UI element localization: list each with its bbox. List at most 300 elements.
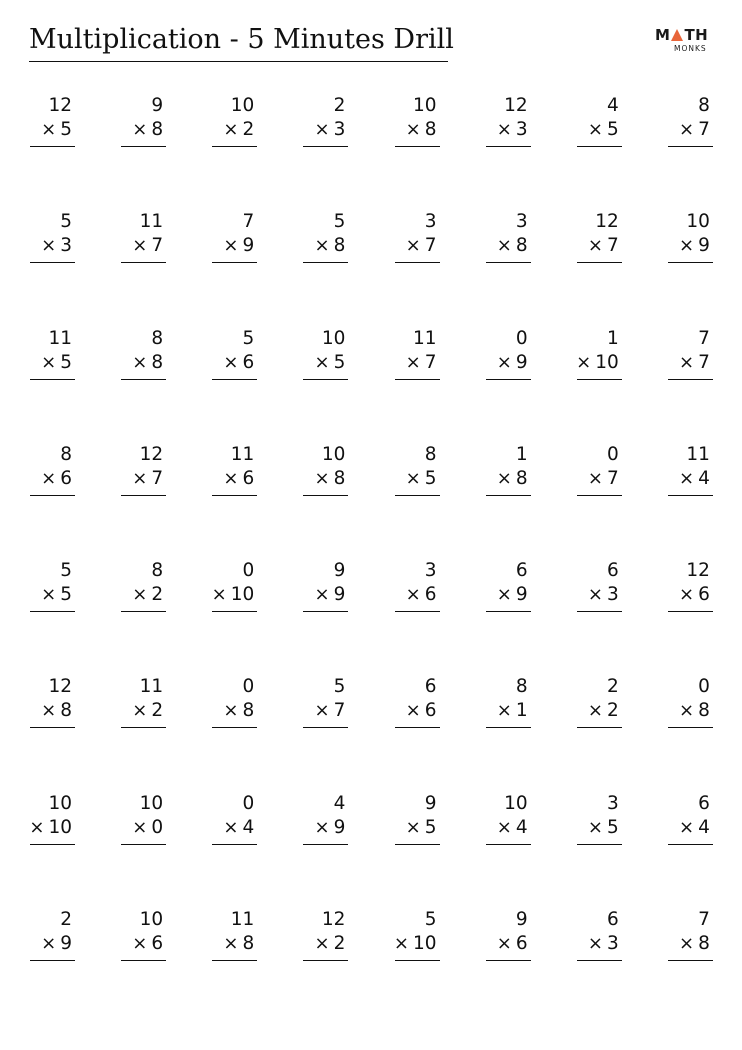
answer-line [668, 379, 713, 380]
times-sign: × [679, 235, 695, 257]
multiplier: 10 [230, 584, 255, 606]
times-sign: × [132, 700, 148, 722]
multiplier-row [577, 583, 622, 607]
times-sign: × [679, 119, 695, 140]
answer-line [577, 262, 622, 263]
problem-card [668, 327, 713, 382]
answer-line [395, 727, 440, 728]
answer-line [668, 611, 713, 612]
multiplier-row [668, 234, 713, 258]
times-sign: × [314, 584, 330, 606]
times-sign: × [41, 933, 57, 955]
multiplicand: 12 [321, 909, 346, 931]
times-sign: × [223, 351, 239, 373]
multiplicand: 4 [333, 792, 346, 814]
answer-line [668, 960, 713, 961]
answer-line [121, 262, 166, 263]
problem-card [668, 443, 713, 498]
multiplier: 8 [242, 933, 255, 955]
multiplicand: 3 [424, 560, 437, 582]
multiplier-row [212, 816, 257, 840]
multiplicand: 0 [242, 676, 255, 698]
multiplier: 8 [60, 700, 72, 722]
times-sign: × [132, 816, 148, 838]
answer-line [577, 727, 622, 728]
multiplicand: 12 [595, 211, 619, 233]
multiplicand: 2 [60, 909, 72, 931]
multiplier-row [30, 583, 75, 607]
multiplier: 7 [424, 351, 437, 373]
multiplier-row [30, 351, 75, 375]
multiplier: 5 [424, 467, 437, 489]
problem-card [577, 210, 622, 265]
multiplier-row [577, 816, 622, 840]
multiplier: 8 [333, 467, 346, 489]
problem-card [486, 443, 531, 498]
problem-card [212, 443, 257, 498]
answer-line [486, 611, 531, 612]
answer-line [577, 495, 622, 496]
multiplier: 4 [242, 816, 255, 838]
answer-line [30, 727, 75, 728]
problem-card [121, 559, 166, 614]
multiplier: 8 [698, 933, 710, 955]
multiplicand: 5 [60, 211, 72, 233]
answer-line [395, 146, 440, 147]
answer-line [212, 727, 257, 728]
multiplier-row [303, 467, 348, 491]
problem-card [121, 327, 166, 382]
multiplicand: 10 [412, 95, 437, 116]
multiplicand: 0 [698, 676, 710, 698]
problem-card [577, 559, 622, 614]
times-sign: × [41, 467, 57, 489]
multiplier-row [121, 932, 166, 956]
answer-line [486, 379, 531, 380]
multiplier-row [577, 932, 622, 956]
multiplier-row [395, 583, 440, 607]
times-sign: × [587, 119, 603, 140]
problem-card [577, 675, 622, 730]
multiplier: 6 [698, 584, 710, 606]
logo-text-right: TH [684, 26, 709, 44]
answer-line [303, 611, 348, 612]
multiplicand: 6 [515, 560, 528, 582]
answer-line [121, 844, 166, 845]
multiplier: 8 [242, 700, 255, 722]
problem-card [303, 792, 348, 847]
times-sign: × [587, 235, 603, 257]
answer-line [121, 495, 166, 496]
multiplicand: 11 [686, 443, 710, 465]
multiplicand: 12 [48, 676, 72, 698]
problem-card [668, 908, 713, 963]
multiplier-row [668, 816, 713, 840]
multiplicand: 0 [242, 560, 255, 582]
multiplicand: 8 [60, 443, 72, 465]
multiplier: 5 [606, 816, 619, 838]
multiplicand: 9 [515, 909, 528, 931]
multiplier: 3 [606, 933, 619, 955]
problem-card [303, 675, 348, 730]
multiplier-row [121, 467, 166, 491]
answer-line [303, 146, 348, 147]
problem-card [212, 94, 257, 149]
times-sign: × [576, 351, 592, 373]
multiplier: 6 [242, 351, 255, 373]
times-sign: × [41, 119, 57, 140]
multiplicand: 10 [139, 909, 164, 931]
multiplier: 7 [151, 235, 164, 257]
multiplier-row [668, 118, 713, 142]
problem-card [212, 792, 257, 847]
times-sign: × [405, 700, 421, 722]
answer-line [395, 844, 440, 845]
multiplier: 3 [60, 235, 72, 257]
multiplicand: 9 [151, 95, 164, 116]
multiplier: 10 [412, 933, 437, 955]
multiplier-row [30, 699, 75, 723]
times-sign: × [314, 700, 330, 722]
times-sign: × [314, 119, 330, 140]
multiplier-row [577, 234, 622, 258]
times-sign: × [587, 816, 603, 838]
multiplicand: 11 [230, 909, 255, 931]
answer-line [395, 495, 440, 496]
problem-card [395, 327, 440, 382]
answer-line [577, 611, 622, 612]
multiplier-row [577, 351, 622, 375]
multiplicand: 8 [424, 443, 437, 465]
multiplicand: 10 [321, 327, 346, 349]
multiplicand: 5 [333, 676, 346, 698]
multiplicand: 6 [606, 560, 619, 582]
problem-card [303, 210, 348, 265]
times-sign: × [132, 235, 148, 257]
times-sign: × [211, 584, 227, 606]
times-sign: × [223, 119, 239, 140]
multiplier-row [486, 932, 531, 956]
multiplier-row [486, 351, 531, 375]
multiplicand: 5 [242, 327, 255, 349]
logo-text-left: M [655, 26, 671, 44]
answer-line [486, 844, 531, 845]
times-sign: × [405, 584, 421, 606]
problem-card [577, 908, 622, 963]
multiplicand: 11 [139, 676, 164, 698]
problem-card [395, 94, 440, 149]
answer-line [30, 379, 75, 380]
answer-line [212, 611, 257, 612]
multiplier: 9 [242, 235, 255, 257]
title-underline [29, 61, 448, 62]
multiplier: 6 [151, 933, 164, 955]
problem-card [303, 443, 348, 498]
multiplicand: 12 [686, 560, 710, 582]
multiplier: 2 [151, 700, 164, 722]
times-sign: × [41, 351, 57, 373]
problem-card [30, 792, 75, 847]
multiplicand: 2 [333, 95, 346, 116]
problem-card [668, 210, 713, 265]
multiplicand: 4 [606, 95, 619, 116]
logo-subtext: MONKS [674, 44, 707, 53]
answer-line [395, 611, 440, 612]
times-sign: × [393, 933, 409, 955]
times-sign: × [314, 351, 330, 373]
multiplier: 8 [698, 700, 710, 722]
answer-line [212, 379, 257, 380]
problem-card [395, 443, 440, 498]
multiplier-row [486, 699, 531, 723]
multiplicand: 3 [424, 211, 437, 233]
multiplier-row [212, 932, 257, 956]
multiplicand: 1 [606, 327, 619, 349]
problem-card [212, 210, 257, 265]
problem-card [577, 94, 622, 149]
multiplier-row [212, 583, 257, 607]
problem-card [303, 94, 348, 149]
multiplier-row [486, 118, 531, 142]
times-sign: × [405, 467, 421, 489]
multiplier: 2 [606, 700, 619, 722]
answer-line [486, 146, 531, 147]
problem-card [668, 559, 713, 614]
multiplicand: 0 [242, 792, 255, 814]
times-sign: × [29, 816, 45, 838]
multiplicand: 11 [139, 211, 164, 233]
answer-line [577, 844, 622, 845]
times-sign: × [496, 700, 512, 722]
multiplier: 9 [698, 235, 710, 257]
problem-card [30, 908, 75, 963]
multiplicand: 11 [412, 327, 437, 349]
answer-line [212, 960, 257, 961]
multiplier-row [486, 816, 531, 840]
times-sign: × [405, 816, 421, 838]
answer-line [395, 379, 440, 380]
answer-line [212, 844, 257, 845]
answer-line [303, 495, 348, 496]
problem-card [212, 327, 257, 382]
multiplier: 7 [424, 235, 437, 257]
answer-line [30, 844, 75, 845]
answer-line [212, 146, 257, 147]
problem-card [486, 559, 531, 614]
multiplier-row [395, 234, 440, 258]
multiplicand: 5 [424, 909, 437, 931]
multiplier: 3 [515, 119, 528, 140]
multiplier-row [395, 816, 440, 840]
problem-card [395, 792, 440, 847]
multiplier-row [30, 932, 75, 956]
times-sign: × [132, 933, 148, 955]
multiplier-row [303, 583, 348, 607]
multiplier: 9 [515, 584, 528, 606]
logo-wordmark [655, 27, 715, 43]
multiplicand: 12 [139, 443, 164, 465]
multiplier-row [395, 351, 440, 375]
multiplicand: 9 [424, 792, 437, 814]
answer-line [212, 495, 257, 496]
multiplier-row [303, 932, 348, 956]
multiplier: 6 [60, 467, 72, 489]
problem-card [30, 559, 75, 614]
multiplier: 10 [595, 351, 619, 373]
multiplicand: 10 [686, 211, 710, 233]
problem-card [486, 327, 531, 382]
multiplier: 0 [151, 816, 164, 838]
multiplicand: 1 [515, 443, 528, 465]
multiplicand: 8 [151, 327, 164, 349]
multiplier-row [668, 351, 713, 375]
times-sign: × [587, 584, 603, 606]
page-title: Multiplication - 5 Minutes Drill [29, 24, 454, 55]
times-sign: × [587, 933, 603, 955]
problem-card [303, 559, 348, 614]
answer-line [577, 960, 622, 961]
multiplier: 7 [698, 351, 710, 373]
times-sign: × [679, 351, 695, 373]
multiplier-row [486, 583, 531, 607]
times-sign: × [132, 584, 148, 606]
multiplier: 7 [151, 467, 164, 489]
answer-line [577, 146, 622, 147]
times-sign: × [132, 119, 148, 140]
multiplier: 9 [333, 584, 346, 606]
answer-line [486, 727, 531, 728]
multiplier-row [212, 351, 257, 375]
problem-card [121, 792, 166, 847]
multiplier-row [577, 699, 622, 723]
problem-card [30, 210, 75, 265]
times-sign: × [405, 119, 421, 140]
multiplier: 3 [333, 119, 346, 140]
multiplier: 8 [424, 119, 437, 140]
multiplicand: 10 [504, 792, 528, 814]
answer-line [668, 495, 713, 496]
multiplier: 8 [515, 235, 528, 257]
times-sign: × [679, 933, 695, 955]
multiplicand: 5 [333, 211, 346, 233]
problem-card [577, 792, 622, 847]
answer-line [30, 262, 75, 263]
multiplicand: 11 [48, 327, 72, 349]
multiplier: 5 [60, 351, 72, 373]
times-sign: × [314, 816, 330, 838]
multiplicand: 10 [230, 95, 255, 116]
multiplier: 7 [606, 235, 619, 257]
multiplier-row [121, 816, 166, 840]
multiplier-row [303, 234, 348, 258]
times-sign: × [223, 816, 239, 838]
answer-line [121, 727, 166, 728]
answer-line [121, 960, 166, 961]
multiplier-row [577, 467, 622, 491]
multiplier-row [577, 118, 622, 142]
multiplicand: 8 [515, 676, 528, 698]
times-sign: × [496, 235, 512, 257]
times-sign: × [496, 119, 512, 140]
multiplier: 5 [60, 584, 72, 606]
answer-line [668, 146, 713, 147]
multiplicand: 0 [606, 443, 619, 465]
multiplier-row [30, 234, 75, 258]
multiplicand: 3 [606, 792, 619, 814]
multiplier-row [121, 234, 166, 258]
problem-card [30, 327, 75, 382]
multiplier: 4 [515, 816, 528, 838]
problem-card [303, 327, 348, 382]
answer-line [668, 727, 713, 728]
problem-card [577, 327, 622, 382]
answer-line [212, 262, 257, 263]
multiplier-row [486, 467, 531, 491]
multiplicand: 9 [333, 560, 346, 582]
times-sign: × [496, 933, 512, 955]
multiplicand: 6 [698, 792, 710, 814]
multiplier-row [30, 816, 75, 840]
times-sign: × [679, 816, 695, 838]
multiplier: 2 [151, 584, 164, 606]
answer-line [577, 379, 622, 380]
multiplicand: 8 [151, 560, 164, 582]
multiplier-row [395, 699, 440, 723]
multiplier-row [395, 932, 440, 956]
problem-card [30, 94, 75, 149]
multiplier-row [668, 467, 713, 491]
multiplier-row [212, 234, 257, 258]
times-sign: × [405, 235, 421, 257]
times-sign: × [496, 467, 512, 489]
multiplier: 10 [48, 816, 72, 838]
problem-card [212, 559, 257, 614]
multiplier-row [121, 699, 166, 723]
multiplier: 9 [60, 933, 72, 955]
answer-line [121, 611, 166, 612]
multiplier-row [212, 699, 257, 723]
multiplier-row [303, 816, 348, 840]
multiplier-row [121, 118, 166, 142]
problem-card [395, 559, 440, 614]
answer-line [30, 611, 75, 612]
times-sign: × [223, 467, 239, 489]
multiplier: 4 [698, 816, 710, 838]
times-sign: × [41, 584, 57, 606]
multiplier-row [30, 118, 75, 142]
multiplier-row [668, 699, 713, 723]
multiplicand: 12 [504, 95, 528, 116]
problem-card [395, 210, 440, 265]
multiplicand: 3 [515, 211, 528, 233]
multiplier-row [303, 351, 348, 375]
problem-card [577, 443, 622, 498]
times-sign: × [223, 235, 239, 257]
times-sign: × [314, 933, 330, 955]
multiplier: 6 [424, 700, 437, 722]
multiplier: 8 [151, 351, 164, 373]
multiplier: 9 [333, 816, 346, 838]
multiplicand: 6 [606, 909, 619, 931]
problem-card [486, 908, 531, 963]
problem-card [668, 94, 713, 149]
multiplier-row [668, 932, 713, 956]
multiplier: 6 [515, 933, 528, 955]
answer-line [668, 262, 713, 263]
multiplier: 9 [515, 351, 528, 373]
multiplicand: 12 [48, 95, 72, 116]
multiplier-row [668, 583, 713, 607]
